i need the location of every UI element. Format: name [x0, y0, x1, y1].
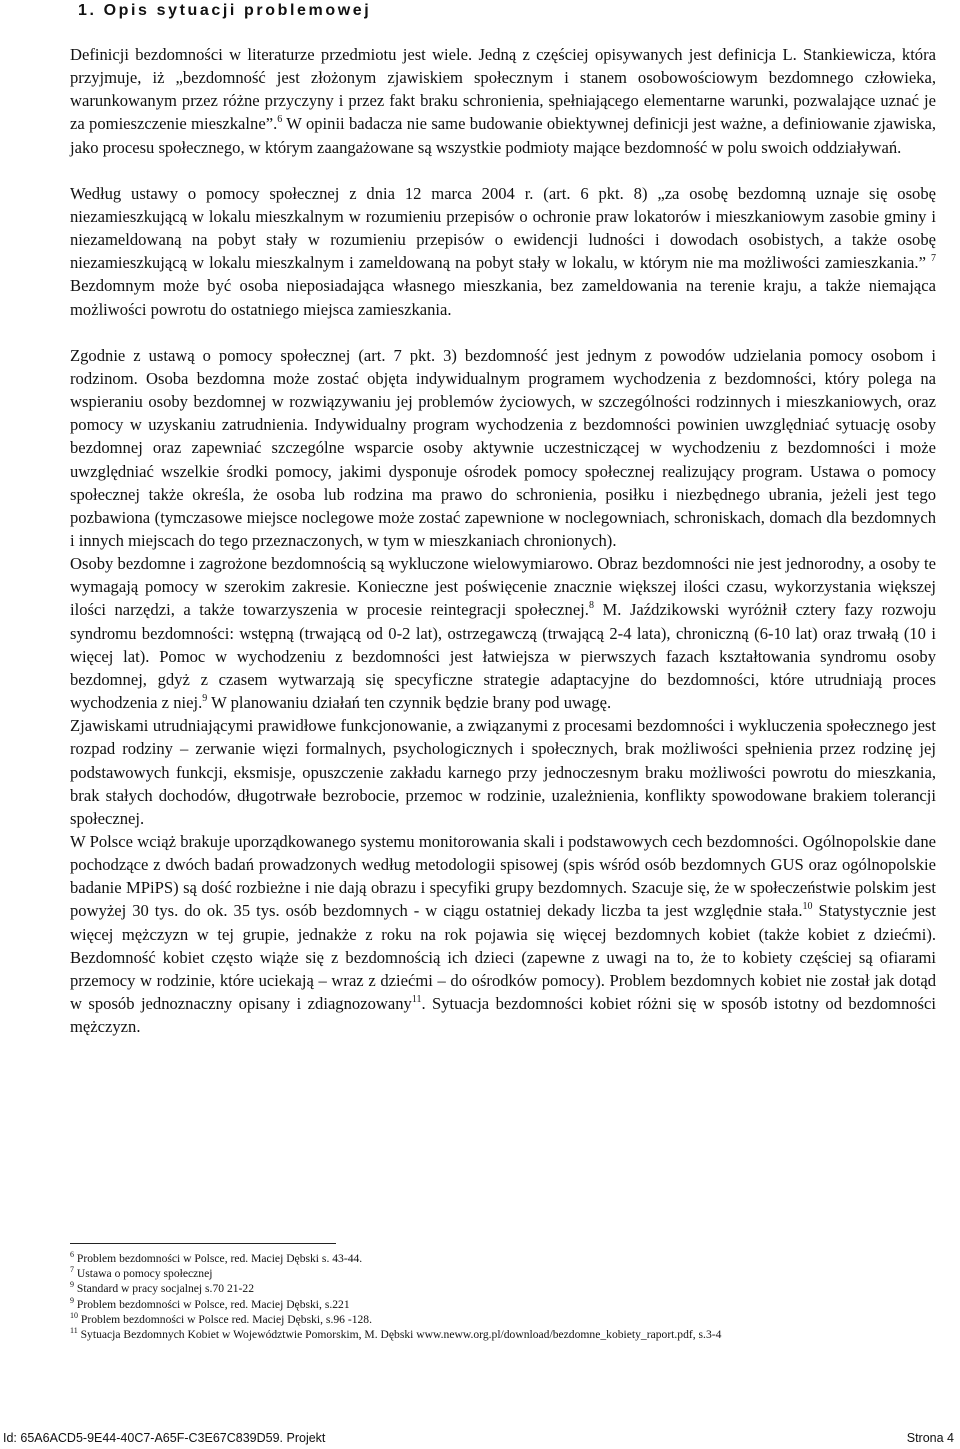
footnote-ref[interactable]: 7	[931, 253, 936, 265]
footnote-number: 9	[70, 1295, 74, 1305]
footnote-number: 6	[70, 1250, 74, 1259]
paragraph-exclusion	[70, 552, 936, 714]
text-run: Zgodnie z ustawą o pomocy społecznej (art. 7 pkt. 3) bezdomność jest jednym z powodów udzielania pomocy osobom i rodzinom. Osoba bezdomna może zostać objęta indywidualnym programem wychodzenia z bezdomności, który polega na wspieraniu osoby bezdomnej w rozwiązywaniu jej problemów życiowych, w szczególności rodzinnych i mieszkaniowych, oraz pomocy w uzyskaniu zatrudnienia. Indywidualny program wychodzenia z bezdomności powinien uwzględniać sytuację osoby bezdomnej oraz zapewniać szczególne wsparcie osoby aktywnie uczestniczącej w wychodzeniu z bezdomności i może uwzględniać wszelkie środki pomocy, jakimi dysponuje ośrodek pomocy społecznej realizujący program. Ustawa o pomocy społecznej także określa, że osoba lub rodzina ma prawo do schronienia, posiłku i niezbędnego ubrania, jeżeli jest tego pozbawiona (tymczasowe miejsce noclegowe może zostać zapewnione w noclegowniach, schroniskach, domach dla bezdomnych i innych miejscach do tego przeznaczonych, w tym w mieszkaniach chronionych).	[70, 345, 936, 550]
paragraph-definition	[70, 43, 936, 159]
footnote-ref[interactable]: 8	[588, 600, 594, 612]
footnote-text: Sytuacja Bezdomnych Kobiet w Województwie Pomorskim, M. Dębski www.neww.org.pl/download/bezdomne_kobiety_raport.pdf, s.3-4	[80, 1328, 722, 1342]
footnote	[70, 1327, 936, 1342]
paragraph-statute	[70, 182, 936, 321]
body-text	[70, 43, 936, 1038]
text-run: Statystycznie jest więcej mężczyzn w tej grupie, jednakże z roku na rok pojawia się więcej bezdomnych kobiet (także kobiet z dziećmi). Bezdomność kobiet często wiąże się z bezdomnością ich dzieci (zapewne z uwagi na to, że to kobiety częściej są ofiarami przemocy w rodzinie, które uciekają – wraz z dziećmi – do ośrodków pomocy). Problem bezdomnych kobiet nie został jak dotąd w sposób jednoznaczny opisany i zdiagnozowany	[70, 901, 936, 1014]
footnote	[70, 1281, 936, 1296]
footnote-text: Ustawa o pomocy społecznej	[76, 1267, 213, 1281]
text-run: . Sytuacja bezdomności kobiet różni się w sposób istotny od bezdomności mężczyzn.	[70, 994, 936, 1037]
footnote	[70, 1297, 936, 1312]
document-id: Id: 65A6ACD5-9E44-40C7-A65F-C3E67C839D59. Projekt	[3, 1431, 326, 1445]
footnote-number: 7	[70, 1265, 74, 1275]
footnote-ref[interactable]: 9	[202, 693, 208, 705]
footnote-ref[interactable]: 10	[802, 901, 813, 913]
footnote	[70, 1266, 936, 1281]
footnote	[70, 1312, 936, 1327]
footnote-text: Problem bezdomności w Polsce, red. Maciej Dębski s. 43-44.	[76, 1252, 363, 1265]
page-number: Strona 4	[906, 1431, 954, 1445]
paragraph-statistics	[70, 830, 936, 1038]
footnote-ref[interactable]: 11	[411, 994, 422, 1006]
text-run: Osoby bezdomne i zagrożone bezdomnością są wykluczone wielowymiarowo. Obraz bezdomności nie jest jednorodny, a osoby te wymagają pomocy w szerokim zakresie. Konieczne jest poświęcenie znacznie większej ilości czasu, wykorzystania większej ilości narzędzi, a także towarzyszenia w procesie reintegracji społecznej.	[70, 554, 936, 620]
text-run: Według ustawy o pomocy społecznej z dnia 12 marca 2004 r. (art. 6 pkt. 8) „za osobę bezdomną uznaje się osobę niezamieszkującą w lokalu mieszkalnym w rozumieniu przepisów o ochronie praw lokatorów i mieszkaniowym zasobie gminy i niezameldowaną na pobyt stały w rozumieniu przepisów o ewidencji ludności i dowodach osobistych, a także osobę niezamieszkującą w lokalu mieszkalnym i zameldowaną na pobyt stały w lokalu, w którym nie ma możliwości zamieszkania.”	[70, 183, 936, 273]
text-run: Zjawiskami utrudniającymi prawidłowe funkcjonowanie, a związanymi z procesami bezdomności i wykluczenia społecznego jest rozpad rodziny – zerwanie więzi formalnych, psychologicznych i społecznych, brak możliwości spełnienia przez rodzinę jej podstawowych funkcji, eksmisje, opuszczenie zakładu karnego przy jednoczesnym braku możliwości powrotu do mieszkania, brak stałych dochodów, długotrwałe bezrobocie, przemoc w rodzinie, uzależnienia, konflikty spowodowane brakiem tolerancji społecznej.	[70, 716, 936, 828]
footnote	[70, 1251, 936, 1266]
footnote-ref[interactable]: 6	[277, 114, 283, 126]
footnote-text: Problem bezdomności w Polsce red. Maciej Dębski, s.96 -128.	[80, 1312, 372, 1326]
footnote-text: Problem bezdomności w Polsce, red. Maciej Dębski, s.221	[76, 1297, 350, 1311]
paragraph-social-assistance	[70, 344, 936, 552]
page-footer	[0, 1431, 960, 1447]
text-run: W planowaniu działań ten czynnik będzie brany pod uwagę.	[207, 693, 612, 713]
paragraph-causes	[70, 714, 936, 830]
text-run: W Polsce wciąż brakuje uporządkowanego systemu monitorowania skali i podstawowych cech bezdomności. Ogólnopolskie dane pochodzące z dwóch badań prowadzonych według metodologii spisowej (spis wśród osób bezdomnych GUS oraz ogólnopolskie badanie MPiPS) są dość rozbieżne i nie dają obrazu i specyfiki grupy bezdomnych. Szacuje się, że w społeczeństwie polskim jest powyżej 30 tys. do ok. 35 tys. osób bezdomnych - w ciągu ostatniej dekady liczba ta jest względnie stała.	[70, 832, 936, 921]
footnote-separator	[70, 1243, 336, 1244]
text-run: M. Jaździkowski wyróżnił cztery fazy rozwoju syndromu bezdomności: wstępną (trwającą od 0-2 lat), ostrzegawczą (trwającą 2-4 lata), chroniczną (6-10 lat) oraz trwałą (10 i więcej lat). Pomoc w wychodzeniu z bezdomności jest łatwiejsza w pierwszych fazach kształtowania syndromu osoby bezdomnej, gdyż z czasem wytwarzają się specyficzne strategie adaptacyjne do bezdomności, które utrudniają proces wychodzenia z niej.	[70, 600, 936, 713]
text-run: Definicji bezdomności w literaturze przedmiotu jest wiele. Jedną z częściej opisywanych jest definicja L. Stankiewicza, która przyjmuje, iż „bezdomność jest złożonym zjawiskiem społecznym i stanem osobowościowym bezdomnego człowieka, warunkowanym przez różne przyczyny i przez fakt braku schronienia, spełniającego elementarne warunki, pozwalające uznać je za pomieszczenie mieszkalne”.	[70, 45, 936, 134]
footnote-text: Standard w pracy socjalnej s.70 21-22	[76, 1282, 254, 1296]
footnotes	[70, 1251, 936, 1342]
footnote-number: 9	[70, 1280, 74, 1290]
footnote-number: 10	[70, 1310, 78, 1320]
footnote-number: 11	[70, 1326, 78, 1336]
text-run: Bezdomnym może być osoba nieposiadająca własnego mieszkania, bez zameldowania na terenie kraju, a także niemająca możliwości powrotu do ostatniego miejsca zamieszkania.	[70, 276, 936, 319]
section-heading: 1. Opis sytuacji problemowej	[78, 2, 372, 19]
text-run: W opinii badacza nie same budowanie obiektywnej definicji jest ważne, a definiowanie zjawiska, jako procesu społecznego, w którym zaangażowane są wszystkie podmioty mające bezdomność w polu swoich oddziaływań.	[70, 114, 936, 157]
